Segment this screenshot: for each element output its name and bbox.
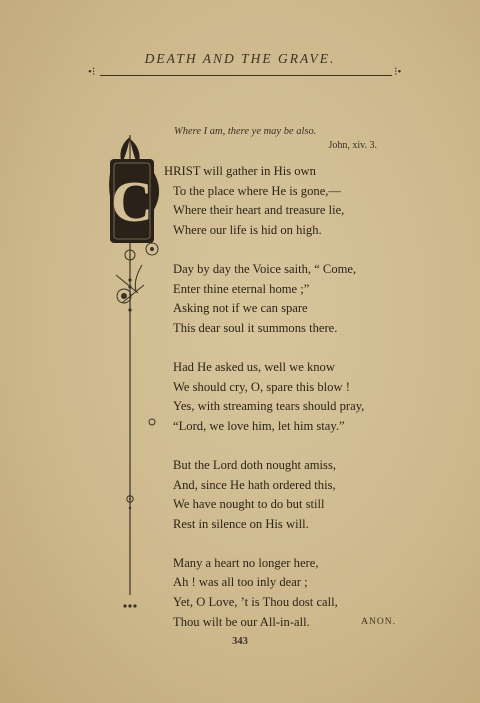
poem-line: Ah ! was all too inly dear ; <box>173 575 308 590</box>
bead-icon <box>129 507 131 509</box>
initial-letter: C <box>111 169 153 234</box>
poem-line: Rest in silence on His will. <box>173 516 309 531</box>
stanza <box>173 358 413 436</box>
header-rule <box>100 75 392 76</box>
bead-icon <box>128 285 131 288</box>
poem-line: Yet, O Love, ’t is Thou dost call, <box>173 595 338 610</box>
poem-line: Where our life is hid on high. <box>173 222 322 237</box>
poem-line: Had He asked us, well we know <box>173 359 335 374</box>
poem-line: “Lord, we love him, let him stay.” <box>173 418 345 433</box>
poem-line: Asking not if we can spare <box>173 301 308 316</box>
epigraph-reference: John, xiv. 3. <box>328 140 377 151</box>
bead-icon <box>128 604 131 607</box>
poem-line: Day by day the Voice saith, “ Come, <box>173 261 357 276</box>
poem-line: And, since He hath ordered this, <box>173 477 336 492</box>
bead-icon <box>128 308 131 311</box>
rule-ornament-left-icon: •⁝ <box>88 66 96 78</box>
poem-line: Enter thine eternal home ;” <box>173 281 310 296</box>
decorated-initial-ornament <box>92 125 172 625</box>
poem-line: HRIST will gather in His own <box>164 164 316 178</box>
epigraph-text: Where I am, there ye may be also. <box>174 126 317 137</box>
rosette-center-icon <box>150 247 154 251</box>
poem-line: Where their heart and treasure lie, <box>173 203 345 218</box>
ring-icon <box>149 419 155 425</box>
stanza <box>173 456 413 534</box>
bead-icon <box>123 604 126 607</box>
flower-center-icon <box>121 293 127 299</box>
ring-center-icon <box>129 498 131 500</box>
bead-icon <box>128 278 131 281</box>
stanza <box>164 162 413 240</box>
poem-body <box>164 162 413 652</box>
poem-line: We have nought to do but still <box>173 497 325 512</box>
poem-line: But the Lord doth nought amiss, <box>173 457 337 472</box>
poem-line: Many a heart no longer here, <box>173 555 319 570</box>
rule-ornament-right-icon: ⁝• <box>394 66 402 78</box>
poem-line: We should cry, O, spare this blow ! <box>173 379 350 394</box>
bead-icon <box>133 604 136 607</box>
section-title: DEATH AND THE GRAVE. <box>144 51 336 66</box>
poem-line: Thou wilt be our All-in-all. <box>173 614 310 629</box>
poem-line: Yes, with streaming tears should pray, <box>173 399 365 414</box>
page-number: 343 <box>232 636 248 647</box>
poem-line: To the place where He is gone,— <box>173 183 342 198</box>
poem-line: This dear soul it summons there. <box>173 320 338 335</box>
stanza <box>173 260 413 338</box>
author-attribution: ANON. <box>361 617 396 627</box>
